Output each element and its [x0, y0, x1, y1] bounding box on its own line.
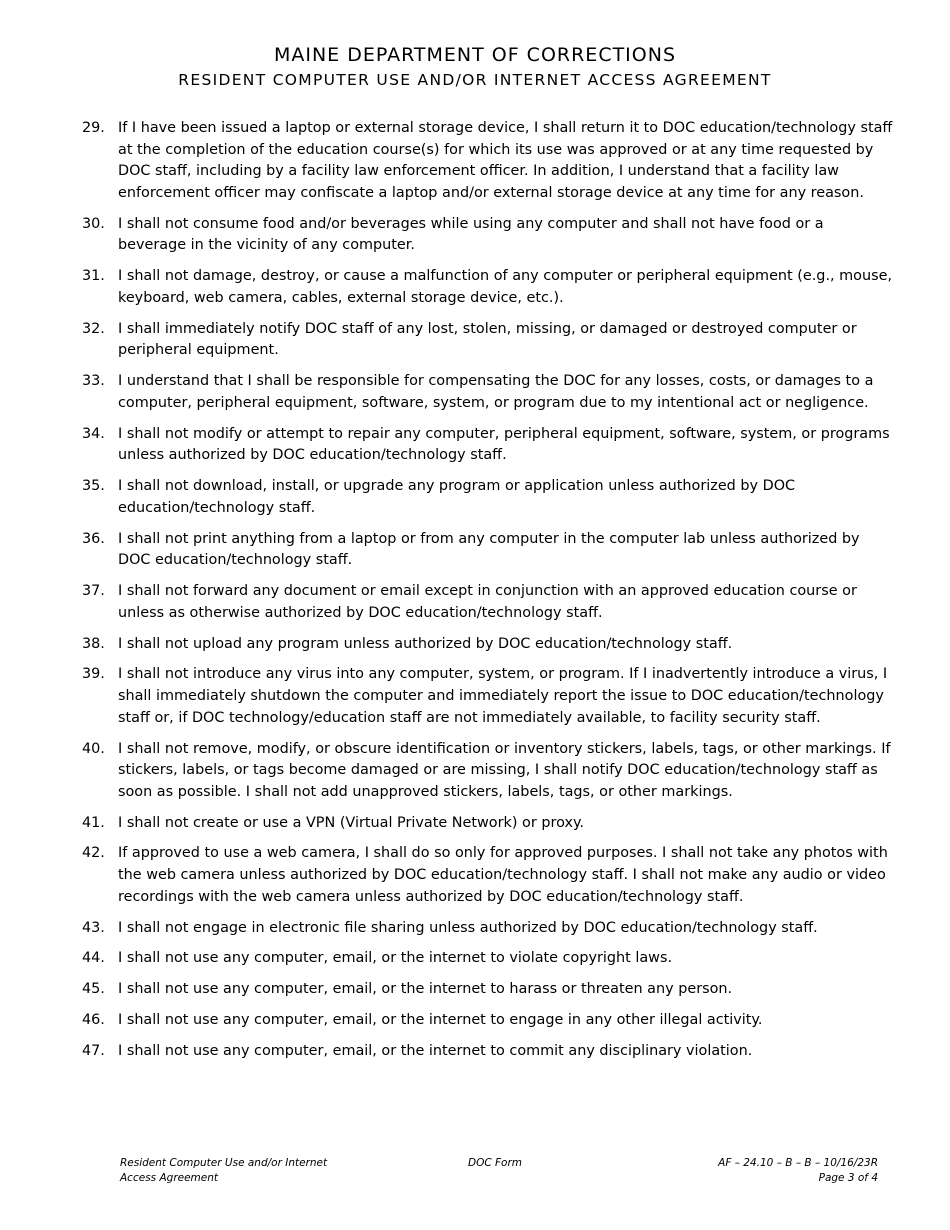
- footer-form-code: AF – 24.10 – B – B – 10/16/23R: [718, 1157, 878, 1169]
- list-item: [82, 424, 894, 467]
- item-text: I shall immediately notify DOC staff of any lost, stolen, missing, or damaged or destroyed computer or peripheral equipment.: [118, 320, 857, 359]
- page-title: MAINE DEPARTMENT OF CORRECTIONS: [273, 44, 677, 66]
- list-item: [82, 948, 894, 970]
- item-number: 36.: [82, 530, 105, 547]
- item-text: I shall not remove, modify, or obscure identification or inventory stickers, labels, tags, or other markings. If stickers, labels, or tags become damaged or are missing, I shall notify DOC education/technology staff as soon as possible. I shall not add unapproved stickers, labels, tags, or other markings.: [118, 740, 891, 800]
- item-text: I shall not use any computer, email, or the internet to commit any disciplinary violation.: [118, 1043, 753, 1060]
- item-number: 46.: [82, 1012, 105, 1029]
- list-item: [82, 529, 894, 572]
- item-number: 43.: [82, 919, 105, 936]
- list-item: [82, 1010, 894, 1032]
- item-text: I shall not engage in electronic file sharing unless authorized by DOC education/technology staff.: [118, 919, 818, 936]
- item-number: 30.: [82, 215, 105, 232]
- agreement-list: [82, 118, 894, 1072]
- item-number: 47.: [82, 1043, 105, 1060]
- item-number: 34.: [82, 425, 105, 442]
- item-text: I shall not use any computer, email, or the internet to harass or threaten any person.: [118, 981, 733, 998]
- item-number: 44.: [82, 950, 105, 967]
- list-item: [82, 843, 894, 908]
- item-text: If I have been issued a laptop or external storage device, I shall return it to DOC education/technology staff at the completion of the education course(s) for which its use was approved or at any time requested by DOC staff, including by a facility law enforcement officer. In addition, I understand that a facility law enforcement officer may confiscate a laptop and/or external storage device at any time for any reason.: [118, 120, 893, 201]
- list-item: [82, 664, 894, 729]
- footer-form-title-line1: Resident Computer Use and/or Internet: [120, 1157, 328, 1169]
- item-number: 41.: [82, 814, 105, 831]
- item-text: I shall not damage, destroy, or cause a malfunction of any computer or peripheral equipment (e.g., mouse, keyboard, web camera, cables, external storage device, etc.).: [118, 268, 893, 306]
- item-number: 33.: [82, 373, 105, 390]
- list-item: [82, 371, 894, 414]
- list-item: [82, 319, 894, 362]
- page-subtitle: RESIDENT COMPUTER USE AND/OR INTERNET ACCESS AGREEMENT: [178, 71, 772, 89]
- list-item: [82, 634, 894, 656]
- item-number: 38.: [82, 635, 105, 652]
- item-text: I shall not modify or attempt to repair any computer, peripheral equipment, software, system, or programs unless authorized by DOC education/technology staff.: [118, 425, 890, 464]
- item-text: I shall not upload any program unless authorized by DOC education/technology staff.: [118, 635, 733, 652]
- page-header: [0, 42, 950, 91]
- list-item: [82, 979, 894, 1001]
- list-item: [82, 581, 894, 624]
- list-item: [82, 813, 894, 835]
- list-item: [82, 476, 894, 519]
- item-text: I shall not introduce any virus into any computer, system, or program. If I inadvertently introduce a virus, I shall immediately shutdown the computer and immediately report the issue to DOC education/technology staff or, if DOC technology/education staff are not immediately available, to facility security staff.: [118, 666, 888, 726]
- footer-form-title-line2: Access Agreement: [120, 1172, 219, 1184]
- footer-form-type: DOC Form: [468, 1157, 523, 1169]
- footer-form-title: [120, 1156, 380, 1186]
- item-number: 37.: [82, 583, 105, 600]
- item-number: 45.: [82, 981, 105, 998]
- item-number: 32.: [82, 320, 105, 337]
- footer-form-id: [718, 1156, 878, 1186]
- item-number: 35.: [82, 478, 105, 495]
- item-number: 39.: [82, 666, 105, 683]
- item-text: I shall not forward any document or email except in conjunction with an approved education course or unless as otherwise authorized by DOC education/technology staff.: [118, 583, 857, 621]
- item-text: I shall not download, install, or upgrade any program or application unless authorized by DOC education/technology staff.: [118, 478, 796, 516]
- list-item: [82, 266, 894, 309]
- list-item: [82, 918, 894, 940]
- item-text: I shall not use any computer, email, or the internet to violate copyright laws.: [118, 950, 673, 967]
- item-text: I understand that I shall be responsible for compensating the DOC for any losses, costs, or damages to a computer, peripheral equipment, software, system, or program due to my intentional act or negligence.: [118, 373, 874, 411]
- list-item: [82, 739, 894, 804]
- list-item: [82, 118, 894, 204]
- item-text: I shall not use any computer, email, or the internet to engage in any other illegal activity.: [118, 1012, 763, 1029]
- item-number: 29.: [82, 120, 105, 136]
- list-item: [82, 1041, 894, 1063]
- item-text: I shall not print anything from a laptop or from any computer in the computer lab unless authorized by DOC education/technology staff.: [118, 530, 860, 569]
- item-text: If approved to use a web camera, I shall do so only for approved purposes. I shall not take any photos with the web camera unless authorized by DOC education/technology staff. I shall not make any audio or video recordings with the web camera unless authorized by DOC education/technology staff.: [118, 845, 888, 905]
- list-item: [82, 214, 894, 257]
- item-number: 40.: [82, 740, 105, 757]
- item-number: 42.: [82, 845, 105, 862]
- footer-page-number: Page 3 of 4: [818, 1172, 878, 1184]
- item-number: 31.: [82, 268, 105, 285]
- item-text: I shall not consume food and/or beverages while using any computer and shall not have food or a beverage in the vicinity of any computer.: [118, 215, 824, 254]
- item-text: I shall not create or use a VPN (Virtual Private Network) or proxy.: [118, 814, 584, 831]
